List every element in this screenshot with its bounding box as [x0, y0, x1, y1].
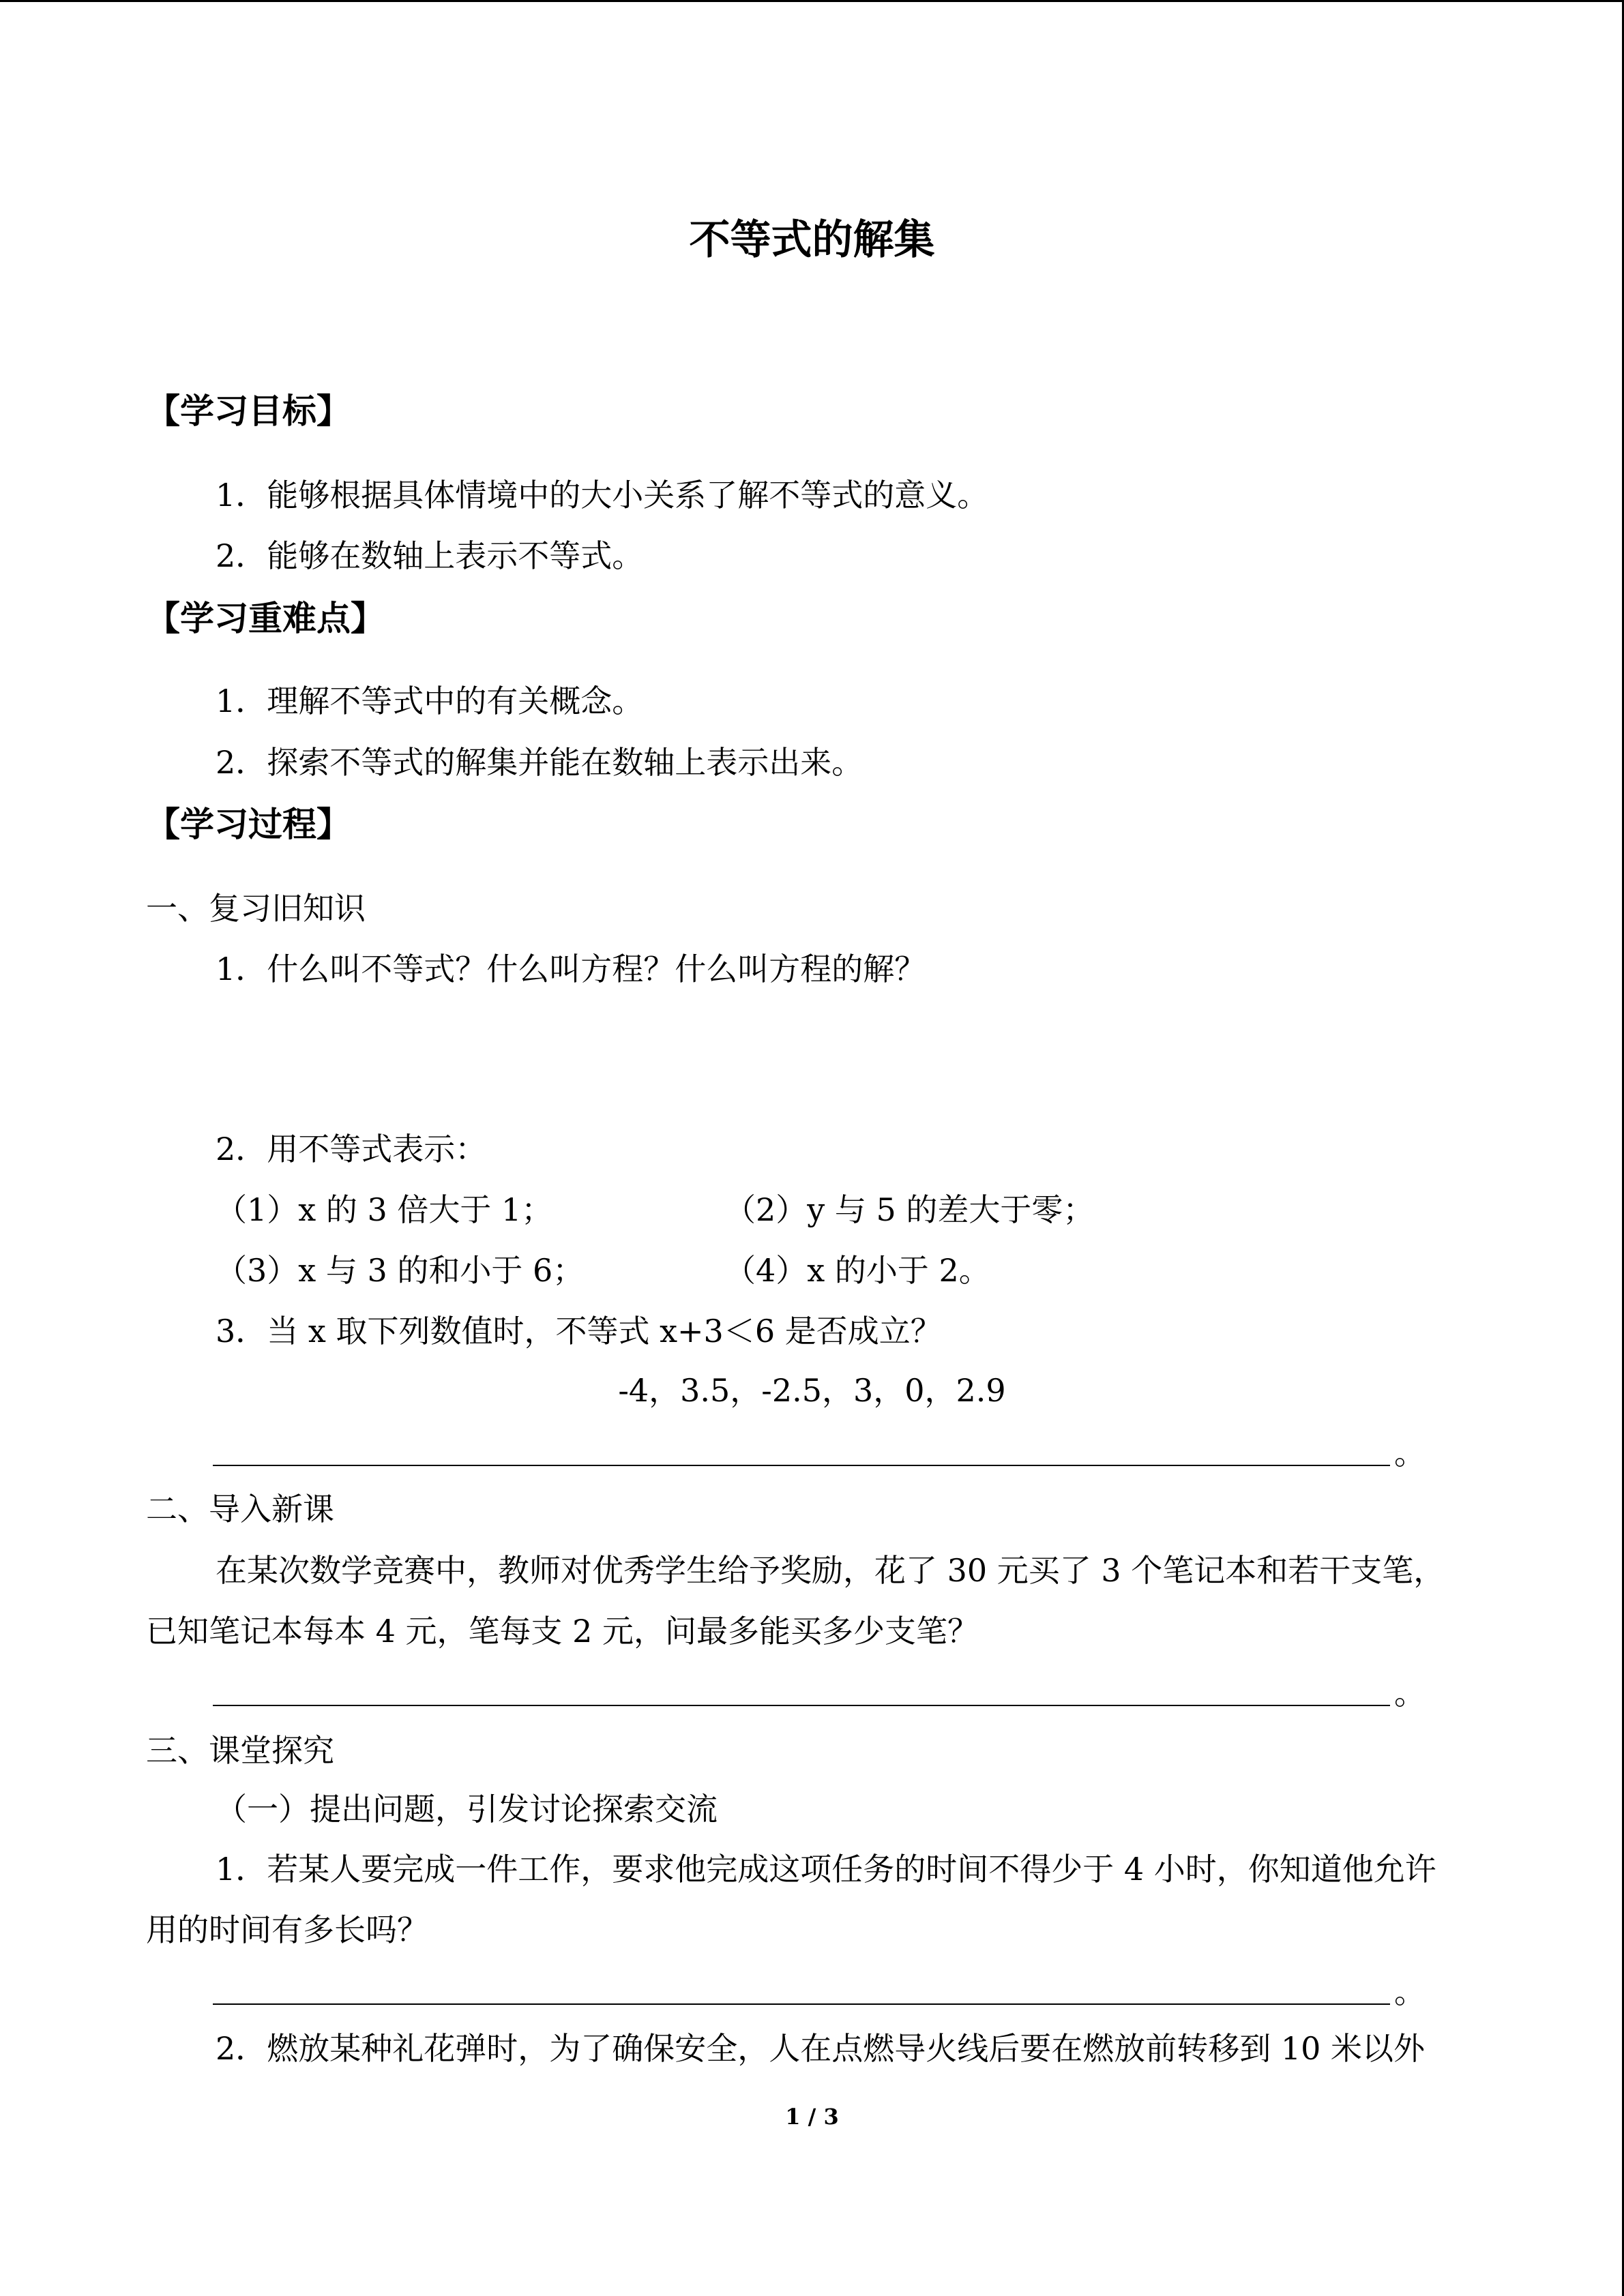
goal-item-1: 1．能够根据具体情境中的大小关系了解不等式的意义。	[216, 477, 989, 513]
review-question-1: 1．什么叫不等式？什么叫方程？什么叫方程的解？	[216, 951, 926, 987]
q2-item-3: （3）x 与 3 的和小于 6；	[216, 1252, 585, 1289]
answer-line-3-period: 。	[1394, 1973, 1426, 2010]
part3-subheading-1: （一）提出问题，引发讨论探索交流	[216, 1791, 718, 1828]
part3-heading: 三、课堂探究	[146, 1732, 334, 1769]
answer-line-2[interactable]	[213, 1705, 1390, 1706]
heading-learning-goals: 【学习目标】	[146, 391, 351, 431]
answer-line-1-period: 。	[1394, 1435, 1426, 1472]
explore-question-1-line-1: 1．若某人要完成一件工作，要求他完成这项任务的时间不得少于 4 小时，你知道他允许	[216, 1851, 1436, 1888]
answer-line-2-period: 。	[1394, 1675, 1426, 1712]
heading-learning-process: 【学习过程】	[146, 804, 351, 844]
goal-item-2: 2．能够在数轴上表示不等式。	[216, 537, 644, 574]
heading-key-points: 【学习重难点】	[146, 598, 385, 638]
q3-values: -4，3.5，-2.5，3，0，2.9	[618, 1372, 1006, 1409]
intro-paragraph-line-1: 在某次数学竞赛中，教师对优秀学生给予奖励，花了 30 元买了 3 个笔记本和若干支笔，	[216, 1552, 1445, 1589]
part2-heading: 二、导入新课	[146, 1491, 334, 1527]
page-number: 1 / 3	[785, 2104, 839, 2130]
answer-line-1[interactable]	[213, 1465, 1390, 1466]
explore-question-2-line-1: 2．燃放某种礼花弹时，为了确保安全，人在点燃导火线后要在燃放前转移到 10 米以外	[216, 2030, 1426, 2067]
q2-item-4: （4）x 的小于 2。	[724, 1252, 990, 1289]
answer-line-3[interactable]	[213, 2003, 1390, 2005]
key-point-2: 2．探索不等式的解集并能在数轴上表示出来。	[216, 744, 863, 781]
review-question-3: 3．当 x 取下列数值时，不等式 x+3＜6 是否成立？	[216, 1313, 942, 1350]
part1-heading: 一、复习旧知识	[146, 890, 366, 927]
intro-paragraph-line-2: 已知笔记本每本 4 元，笔每支 2 元，问最多能买多少支笔？	[146, 1613, 979, 1650]
key-point-1: 1．理解不等式中的有关概念。	[216, 683, 644, 719]
q2-item-2: （2）y 与 5 的差大于零；	[724, 1191, 1095, 1228]
review-question-2: 2．用不等式表示：	[216, 1131, 487, 1167]
q2-item-1: （1）x 的 3 倍大于 1；	[216, 1191, 553, 1228]
explore-question-1-line-2: 用的时间有多长吗？	[146, 1911, 428, 1948]
document-title: 不等式的解集	[689, 216, 935, 264]
